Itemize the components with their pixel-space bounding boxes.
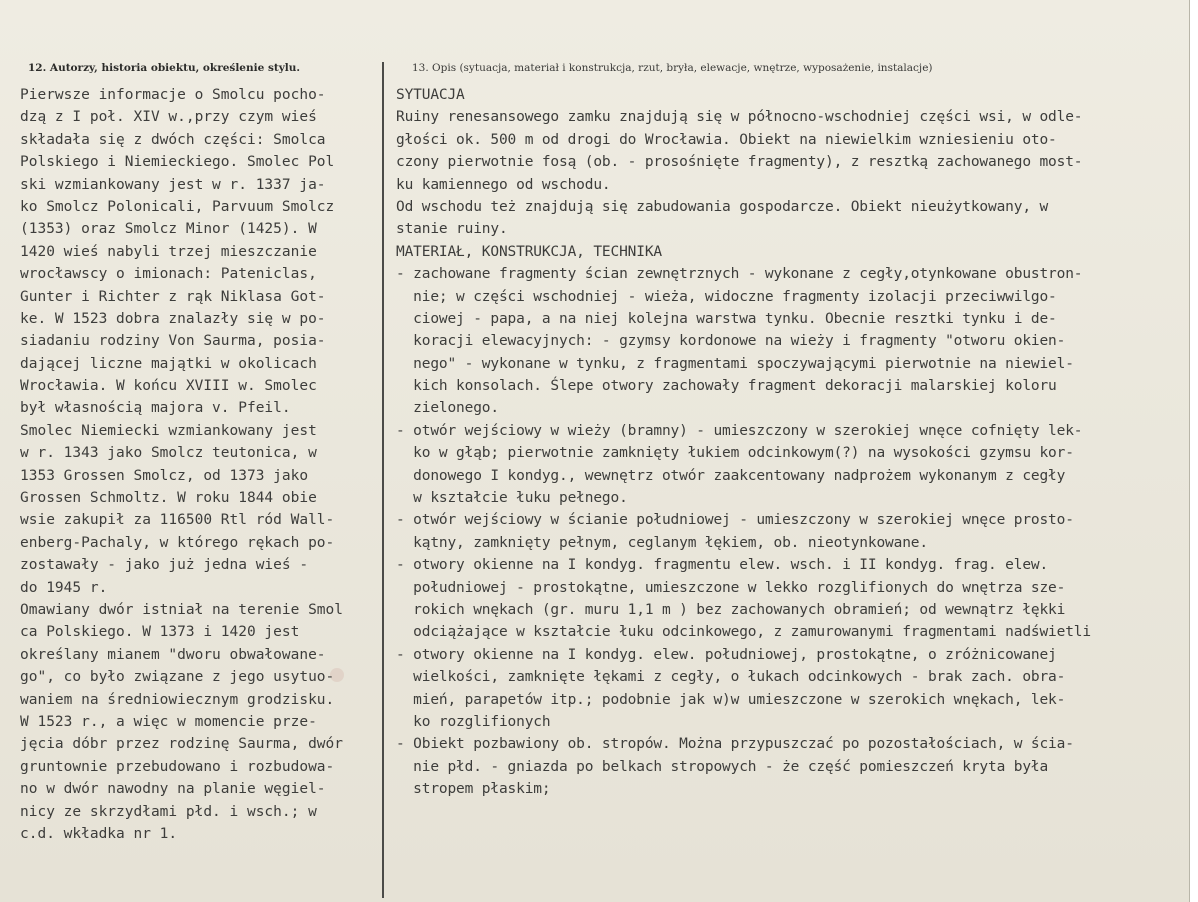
- description-text-line: Od wschodu też znajdują się zabudowania gospodarcze. Obiekt nieużytkowany, w: [396, 198, 1049, 215]
- description-text-line: odciążające w kształcie łuku odcinkowego, z zamurowanymi fragmentami nadświetli: [396, 624, 1091, 641]
- history-text-line: ke. W 1523 dobra znalazły się w po-: [20, 310, 326, 327]
- description-text-line: wielkości, zamknięte łękami z cegły, o łukach odcinkowych - brak zach. obra-: [396, 669, 1066, 686]
- description-text-line: SYTUACJA: [396, 87, 465, 103]
- history-text-line: Grossen Schmoltz. W roku 1844 obie: [20, 490, 317, 507]
- description-text-column: [396, 84, 1186, 801]
- history-text-line: ko Smolcz Polonicali, Parvuum Smolcz: [20, 198, 335, 215]
- description-text-line: ku kamiennego od wschodu.: [396, 176, 611, 193]
- history-text-line: Gunter i Richter z rąk Niklasa Got-: [20, 288, 326, 305]
- history-text-line: Omawiany dwór istniał na terenie Smol: [20, 601, 344, 618]
- history-text-line: nicy ze skrzydłami płd. i wsch.; w: [20, 803, 317, 820]
- description-text-line: rokich wnękach (gr. muru 1,1 m ) bez zachowanych obramień; od wewnątrz łękki: [396, 601, 1066, 618]
- history-text-line: Wrocławia. W końcu XVIII w. Smolec: [20, 378, 317, 395]
- description-text-line: - Obiekt pozbawiony ob. stropów. Można przypuszczać po pozostałościach, w ścia-: [396, 736, 1074, 753]
- history-text-line: 1420 wieś nabyli trzej mieszczanie: [20, 243, 317, 260]
- history-text-line: (1353) oraz Smolcz Minor (1425). W: [20, 221, 317, 238]
- history-text-line: enberg-Pachaly, w którego rękach po-: [20, 534, 335, 551]
- history-text-line: ski wzmiankowany jest w r. 1337 ja-: [20, 176, 326, 193]
- history-text-line: do 1945 r.: [20, 579, 108, 596]
- history-text-line: no w dwór nawodny na planie węgiel-: [20, 781, 326, 798]
- history-text-line: siadaniu rodziny Von Saurma, posia-: [20, 333, 326, 350]
- paper-edge: [1189, 0, 1198, 902]
- description-text-line: stropem płaskim;: [396, 781, 551, 798]
- description-text-line: stanie ruiny.: [396, 221, 508, 238]
- description-text-line: MATERIAŁ, KONSTRUKCJA, TECHNIKA: [396, 243, 662, 260]
- history-text-line: wsie zakupił za 116500 Rtl ród Wall-: [20, 512, 335, 529]
- section-12-header: 12. Autorzy, historia obiektu, określenie stylu.: [28, 62, 301, 74]
- description-text-line: - otwory okienne na I kondyg. elew. południowej, prostokątne, o zróżnicowanej: [396, 646, 1057, 663]
- description-text-line: ciowej - papa, a na niej kolejna warstwa tynku. Obecnie resztki tynku i de-: [396, 310, 1057, 327]
- history-text-line: c.d. wkładka nr 1.: [20, 825, 178, 842]
- history-text-line: dającej liczne majątki w okolicach: [20, 355, 317, 372]
- history-text-column: [20, 84, 376, 845]
- description-text-line: - otwór wejściowy w wieży (bramny) - umieszczony w szerokiej wnęce cofnięty lek-: [396, 422, 1083, 439]
- description-text-line: kątny, zamknięty pełnym, ceglanym łękiem, ob. nieotynkowane.: [396, 534, 928, 551]
- description-text-line: - otwór wejściowy w ścianie południowej - umieszczony w szerokiej wnęce prosto-: [396, 512, 1074, 529]
- description-text-line: mień, parapetów itp.; podobnie jak w)w umieszczone w szerokich wnękach, lek-: [396, 691, 1066, 708]
- description-text-line: nego" - wykonane w tynku, z fragmentami spoczywającymi pierwotnie na niewiel-: [396, 355, 1074, 372]
- history-text-line: Smolec Niemiecki wzmiankowany jest: [20, 422, 317, 439]
- column-divider: [382, 62, 384, 898]
- description-text-line: w kształcie łuku pełnego.: [396, 490, 628, 507]
- history-text-line: zostawały - jako już jedna wieś -: [20, 557, 309, 574]
- description-text-line: Ruiny renesansowego zamku znajdują się w północno-wschodniej części wsi, w odle-: [396, 109, 1083, 126]
- description-text-line: czony pierwotnie fosą (ob. - prosośnięte fragmenty), z resztką zachowanego most-: [396, 154, 1083, 171]
- history-text-line: był własnością majora v. Pfeil.: [20, 400, 291, 417]
- history-text-line: określany mianem "dworu obwałowane-: [20, 646, 326, 663]
- history-text-line: ca Polskiego. W 1373 i 1420 jest: [20, 624, 300, 641]
- history-text-line: go", co było związane z jego usytuo-: [20, 669, 335, 686]
- history-text-line: W 1523 r., a więc w momencie prze-: [20, 713, 317, 730]
- history-text-line: w r. 1343 jako Smolcz teutonica, w: [20, 445, 317, 462]
- description-text-line: ko rozglifionych: [396, 713, 551, 730]
- history-text-line: 1353 Grossen Smolcz, od 1373 jako: [20, 467, 309, 484]
- description-text-line: donowego I kondyg., wewnętrz otwór zaakcentowany nadprożem wykonanym z cegły: [396, 467, 1066, 484]
- description-text-line: ko w głąb; pierwotnie zamknięty łukiem odcinkowym(?) na wysokości gzymsu kor-: [396, 445, 1074, 462]
- history-text-line: gruntownie przebudowano i rozbudowa-: [20, 758, 335, 775]
- history-text-line: składała się z dwóch części: Smolca: [20, 131, 326, 148]
- description-text-line: zielonego.: [396, 400, 499, 417]
- section-13-header: 13. Opis (sytuacja, materiał i konstrukcja, rzut, bryła, elewacje, wnętrze, wyposażenie, instalacje): [412, 62, 933, 74]
- history-text-line: waniem na średniowiecznym grodzisku.: [20, 691, 335, 708]
- description-text-line: głości ok. 500 m od drogi do Wrocławia. Obiekt na niewielkim wzniesieniu oto-: [396, 131, 1057, 148]
- history-text-line: Pierwsze informacje o Smolcu pocho-: [20, 87, 326, 103]
- description-text-line: koracji elewacyjnych: - gzymsy kordonowe na wieży i fragmenty "otworu okien-: [396, 333, 1066, 350]
- history-text-line: jęcia dóbr przez rodzinę Saurma, dwór: [20, 736, 344, 753]
- history-text-line: wrocławscy o imionach: Pateniclas,: [20, 266, 317, 283]
- description-text-line: nie; w części wschodniej - wieża, widoczne fragmenty izolacji przeciwwilgo-: [396, 288, 1057, 305]
- history-text-line: dzą z I poł. XIV w.,przy czym wieś: [20, 109, 317, 126]
- description-text-line: nie płd. - gniazda po belkach stropowych - że część pomieszczeń kryta była: [396, 758, 1049, 775]
- description-text-line: - zachowane fragmenty ścian zewnętrznych - wykonane z cegły,otynkowane obustron-: [396, 266, 1083, 283]
- description-text-line: - otwory okienne na I kondyg. fragmentu elew. wsch. i II kondyg. frag. elew.: [396, 557, 1049, 574]
- description-text-line: kich konsolach. Ślepe otwory zachowały fragment dekoracji malarskiej koloru: [396, 378, 1057, 395]
- description-text-line: południowej - prostokątne, umieszczone w lekko rozglifionych do wnętrza sze-: [396, 579, 1066, 596]
- history-text-line: Polskiego i Niemieckiego. Smolec Pol: [20, 154, 335, 171]
